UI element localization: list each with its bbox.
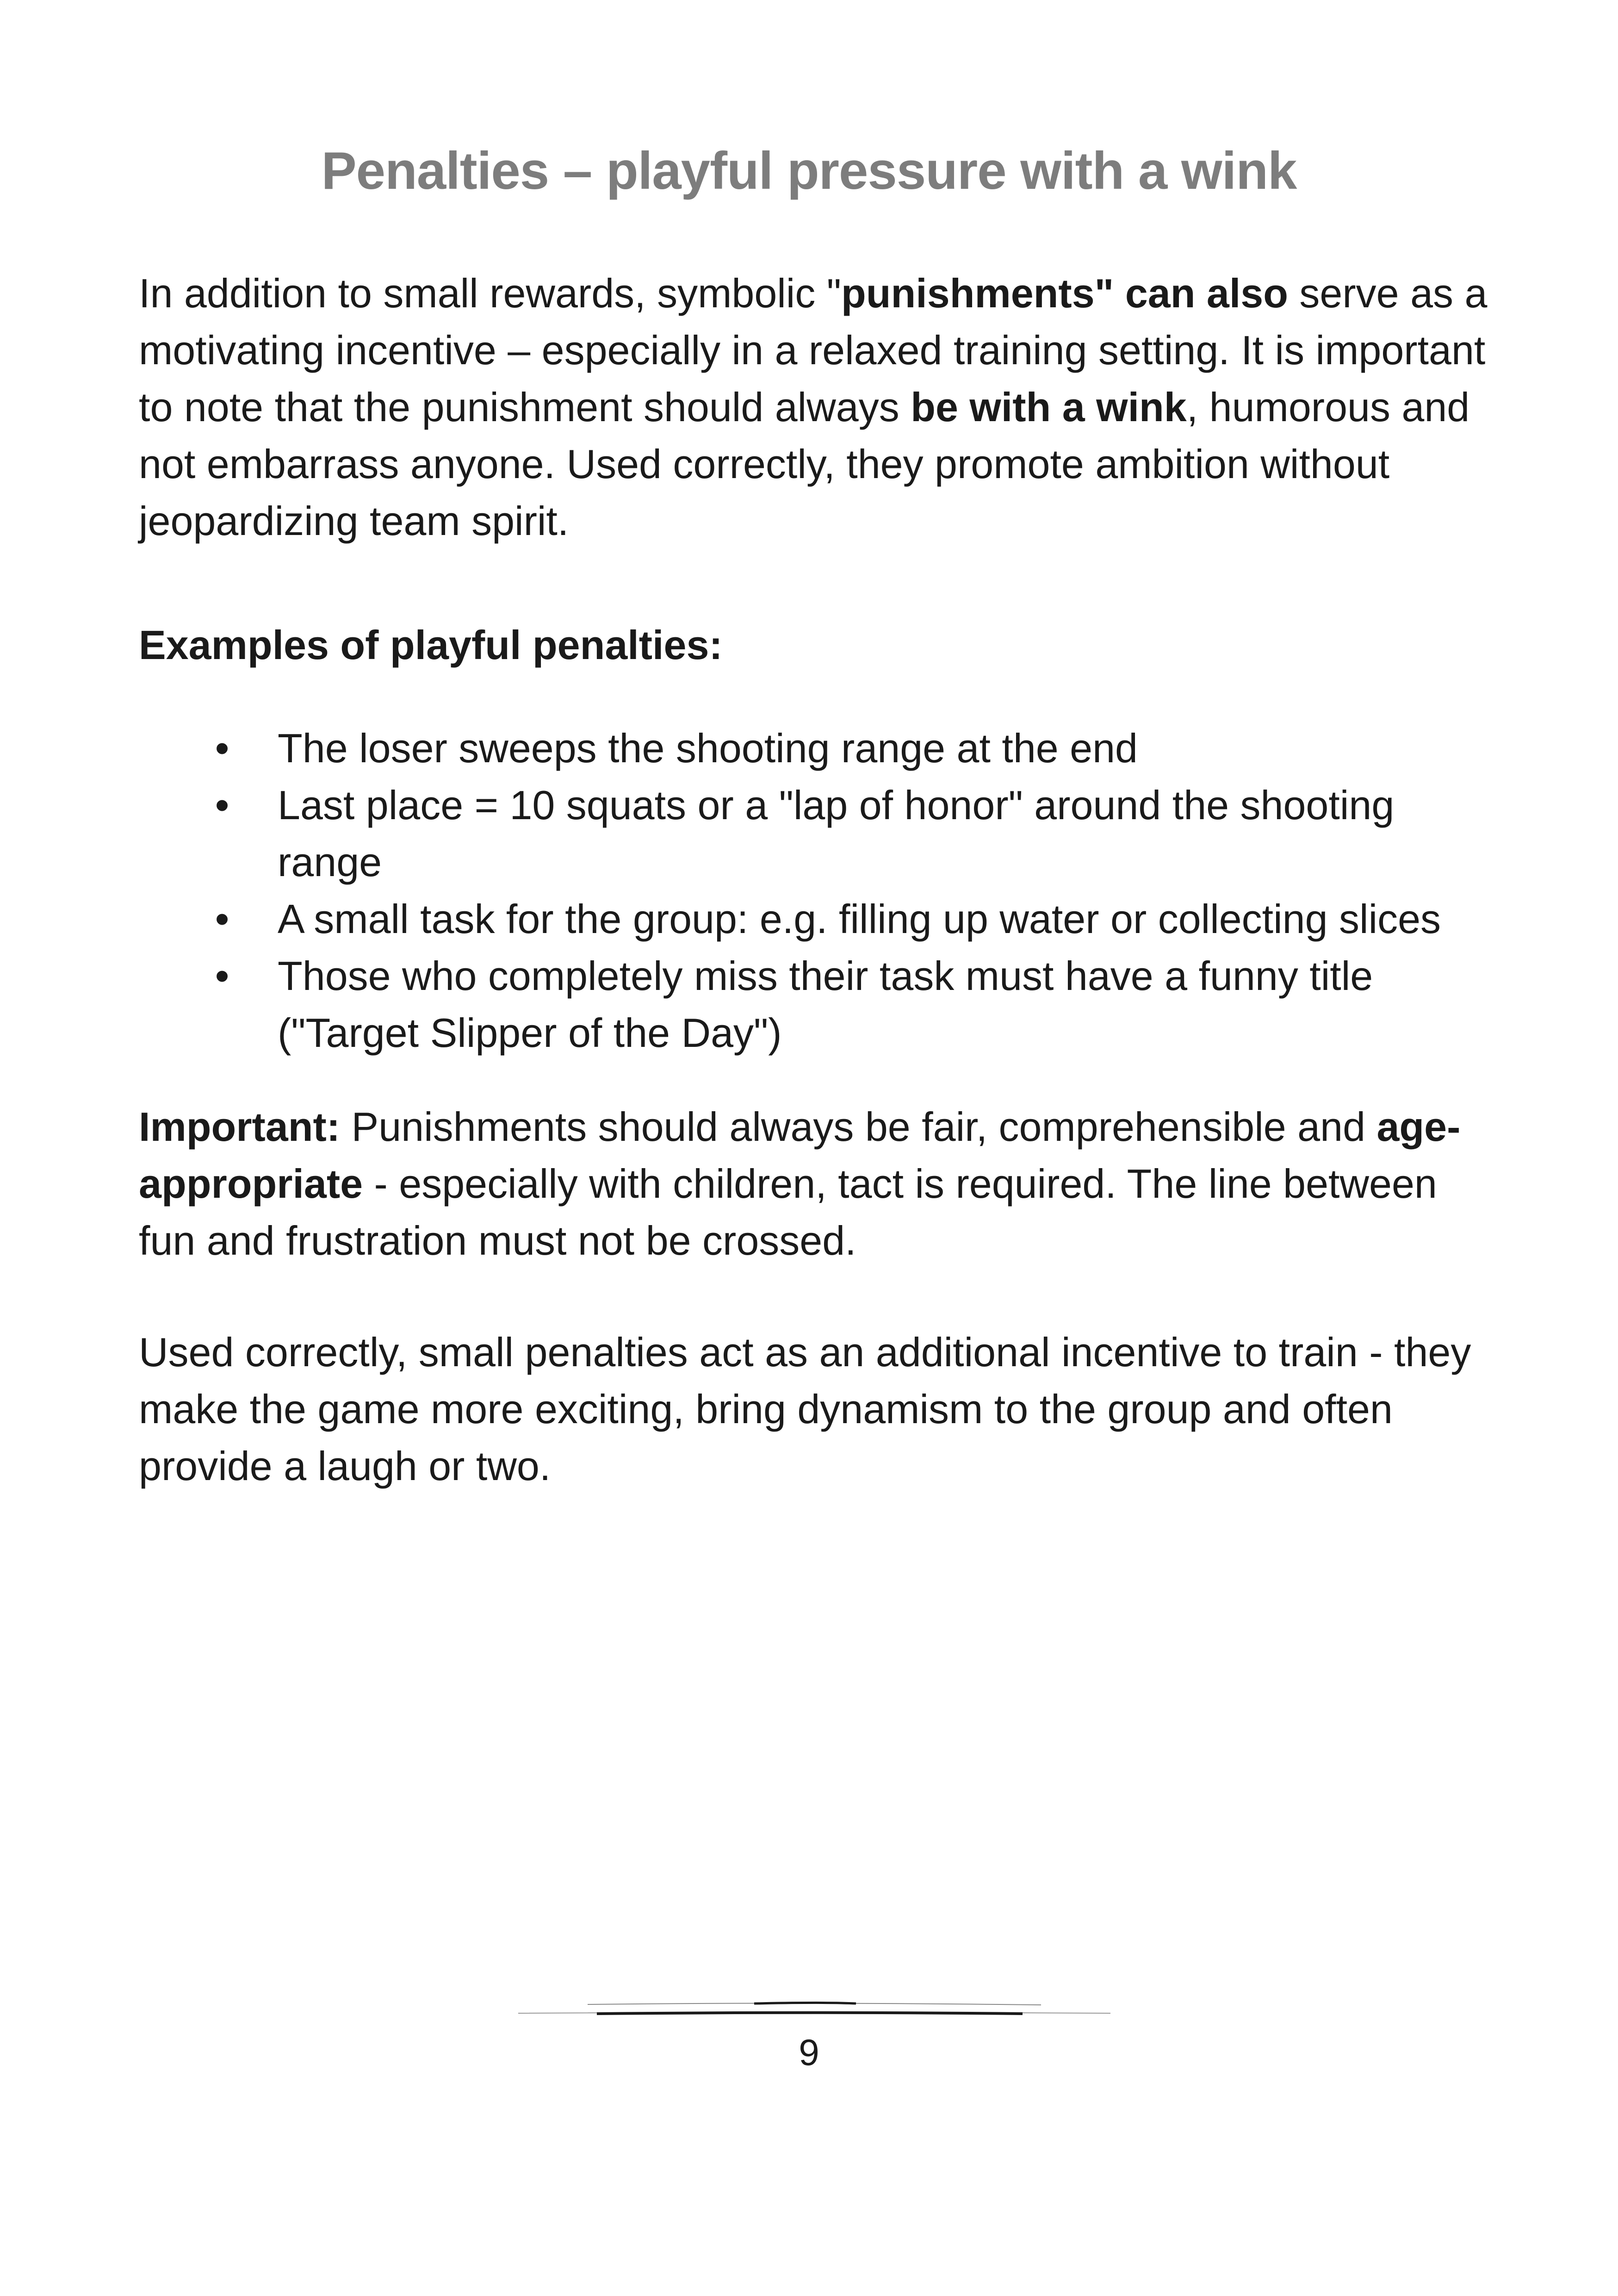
page-content (139, 265, 1499, 1494)
list-item (139, 947, 1499, 1061)
examples-heading: Examples of playful penalties: (139, 622, 723, 668)
list-item-text: The loser sweeps the shooting range at the end (278, 725, 1138, 771)
important-label: Important: (139, 1104, 341, 1150)
intro-text-1: In addition to small rewards, symbolic " (139, 270, 842, 316)
intro-bold-2: be with a wink (911, 384, 1187, 430)
list-item (139, 777, 1499, 890)
list-item-text: A small task for the group: e.g. filling up water or collecting slices (278, 896, 1441, 942)
important-text-1: Punishments should always be fair, comprehensible and (340, 1104, 1377, 1150)
list-item-text: Last place = 10 squats or a "lap of honor" around the shooting range (278, 782, 1395, 885)
intro-paragraph (139, 265, 1499, 549)
list-item-text: Those who completely miss their task must have a funny title ("Target Slipper of the Day") (278, 953, 1373, 1056)
closing-paragraph: Used correctly, small penalties act as an additional incentive to train - they make the game more exciting, bring dynamism to the group and often provide a laugh or two. (139, 1329, 1471, 1489)
page-title: Penalties – playful pressure with a wink (321, 142, 1297, 200)
intro-text-2: serve as a motivating incentive – especially in a relaxed training setting. It is important to note that the punishment should always (139, 270, 1488, 430)
page-number: 9 (799, 2032, 819, 2073)
bullet-icon: • (215, 725, 229, 771)
important-bold: age-appropriate (139, 1104, 1461, 1207)
list-item (139, 890, 1499, 947)
intro-text-3: , humorous and not embarrass anyone. Used correctly, they promote ambition without jeopardizing team spirit. (139, 384, 1470, 544)
bullet-icon: • (215, 953, 229, 999)
important-text-2: - especially with children, tact is required. The line between fun and frustration must not be crossed. (139, 1161, 1437, 1263)
list-item (139, 720, 1499, 777)
bullet-icon: • (215, 782, 229, 828)
intro-bold-1: punishments" can also (841, 270, 1288, 316)
footer-divider (514, 1999, 1115, 2018)
bullet-icon: • (215, 896, 229, 942)
important-paragraph (139, 1098, 1499, 1269)
examples-list (139, 720, 1499, 1061)
